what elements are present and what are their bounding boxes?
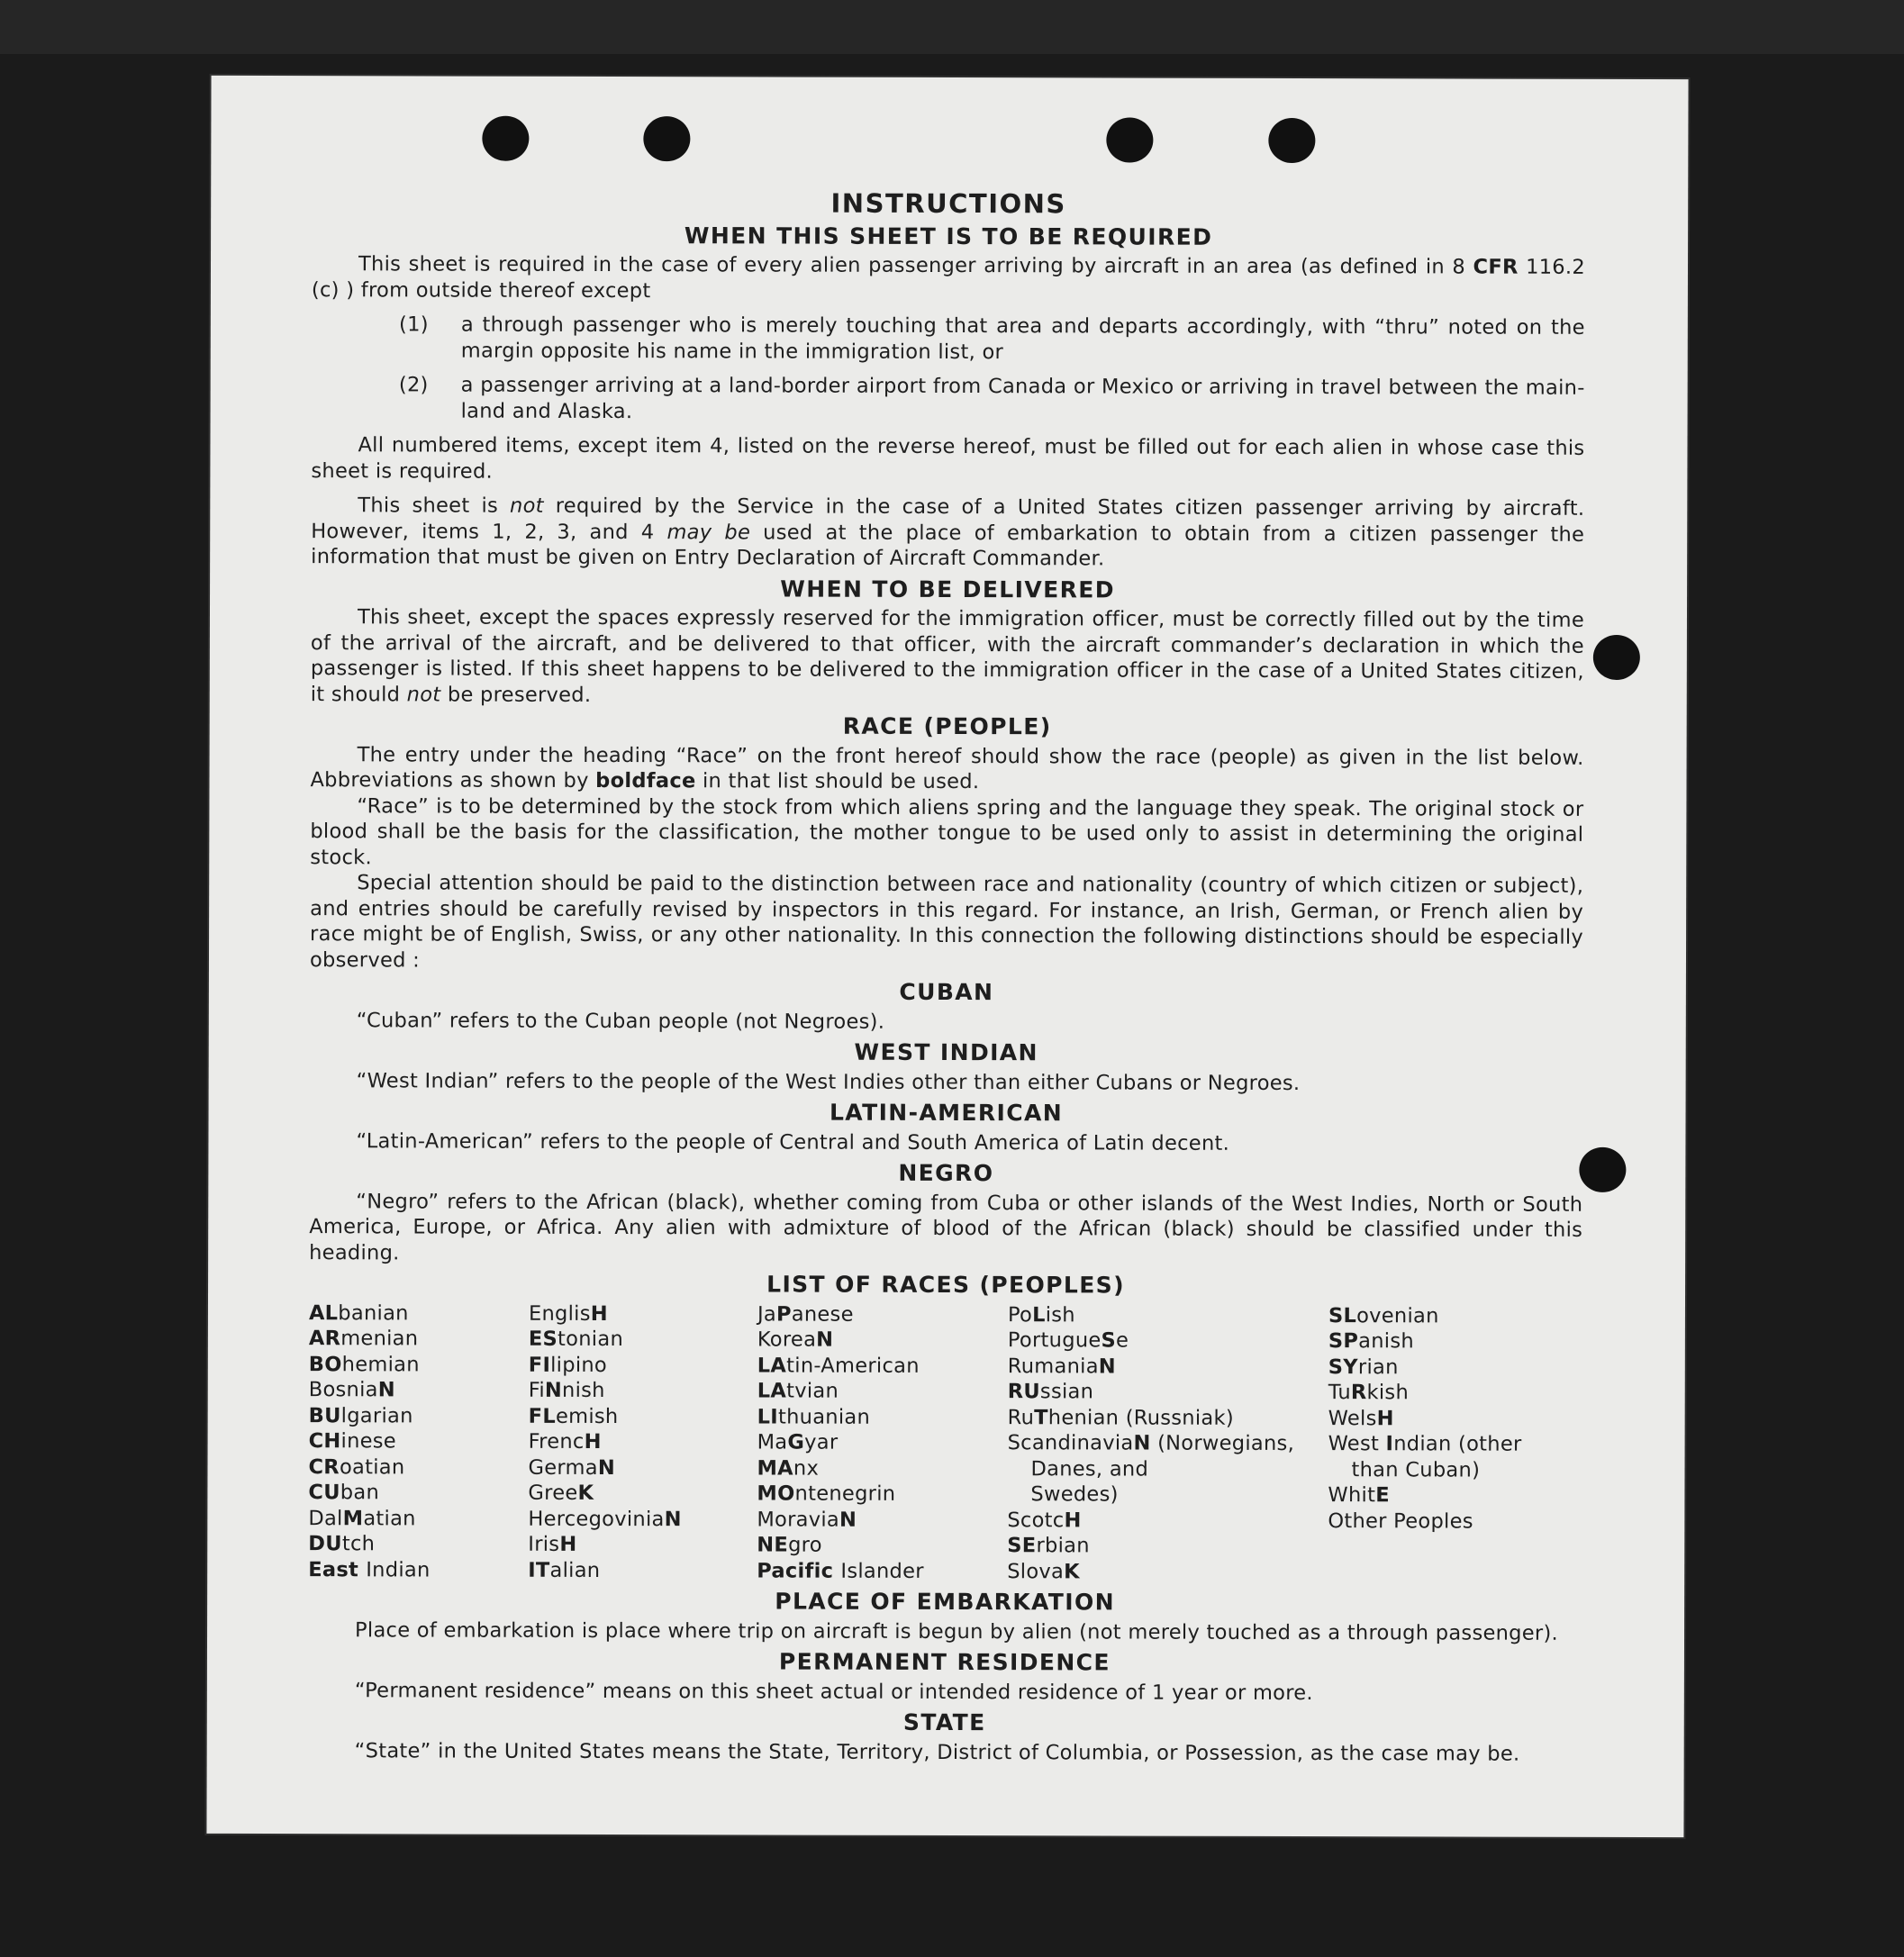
race-abbreviation: H: [1064, 1508, 1082, 1532]
race-entry: [1328, 1482, 1580, 1509]
text-run: 116.2 (c) ) from outside thereof except: [311, 255, 1586, 303]
instructions-content: [308, 189, 1586, 1767]
race-entry: [757, 1532, 1007, 1558]
race-abbreviation: K: [1064, 1559, 1080, 1583]
race-column: [308, 1300, 529, 1583]
race-text: Tu: [1328, 1381, 1351, 1405]
race-entry: [1007, 1559, 1328, 1585]
section-heading-negro: NEGRO: [898, 1159, 994, 1187]
race-entry: [309, 1352, 529, 1378]
residence-paragraph: “Permanent residence” means on this sheet actual or intended residence of 1 year or more.: [354, 1678, 1313, 1705]
race-text: anese: [791, 1302, 854, 1327]
race-abbreviation: H: [590, 1301, 608, 1326]
race-abbreviation: East: [308, 1557, 367, 1581]
race-abbreviation: T: [1034, 1405, 1048, 1429]
exception-text: a passenger arriving at a land-border airport from Canada or Mexico or arriving in travel between the main-land and Alaska.: [460, 373, 1585, 423]
race-entry: [757, 1429, 1008, 1455]
section-heading-list-of-races: LIST OF RACES (PEOPLES): [766, 1271, 1125, 1299]
race-text: gro: [788, 1533, 822, 1557]
race-entry: [1008, 1302, 1328, 1328]
section-heading-latin-american: LATIN-AMERICAN: [829, 1099, 1064, 1127]
race-column: [528, 1300, 757, 1583]
race-entry: [529, 1429, 757, 1455]
race-text: Scotc: [1007, 1508, 1065, 1532]
race-text: thuanian: [777, 1405, 871, 1429]
race-abbreviation: H: [584, 1429, 602, 1454]
race-entry: [1328, 1354, 1581, 1381]
race-text: rian: [1357, 1354, 1399, 1379]
embarkation-paragraph: Place of embarkation is place where trip on aircraft is begun by alien (not merely touched as a through passenger).: [355, 1617, 1559, 1645]
race-abbreviation: CH: [308, 1429, 341, 1454]
text-run: in that list should be used.: [695, 769, 980, 794]
punch-hole-icon: [643, 116, 690, 161]
race-text: Scandinavia: [1007, 1431, 1134, 1455]
race-abbreviation: BU: [308, 1403, 341, 1427]
race-abbreviation: N: [1098, 1354, 1116, 1378]
numbered-items-paragraph: All numbered items, except item 4, listed on the reverse hereof, must be filled out for each alien in whose case this sheet is required.: [311, 433, 1585, 484]
race-abbreviation: AL: [308, 1300, 339, 1325]
race-entry: [529, 1327, 757, 1353]
race-entry: [1008, 1327, 1328, 1354]
race-abbreviation: ES: [528, 1327, 558, 1351]
race-entry: [528, 1506, 757, 1532]
race-text: Iris: [528, 1532, 560, 1556]
race-entry: [757, 1507, 1007, 1533]
text-run: used at the place of embarkation to obtain from a citizen passenger the information that must be given on Entry Declaration of Aircraft Commander.: [311, 520, 1585, 571]
race-text: rbian: [1036, 1534, 1090, 1558]
race-abbreviation: LI: [757, 1404, 779, 1429]
text-run-italic: may be: [666, 520, 751, 544]
text-run-bold: CFR: [1473, 255, 1519, 279]
document-sheet: [206, 76, 1688, 1837]
race-text: Islander: [840, 1559, 924, 1583]
race-list: [308, 1300, 1582, 1586]
race-text: Dal: [308, 1506, 343, 1530]
race-entry: [308, 1454, 528, 1481]
race-text: Moravia: [757, 1507, 840, 1532]
race-text: anish: [1358, 1329, 1415, 1354]
race-text: ssian: [1039, 1380, 1094, 1404]
race-abbreviation: N: [377, 1378, 395, 1402]
race-text: henian (Russniak): [1047, 1405, 1234, 1430]
race-column: [757, 1301, 1008, 1584]
text-run-bold: boldface: [595, 768, 696, 793]
race-entry: [528, 1481, 757, 1507]
race-entry: [1007, 1456, 1328, 1482]
race-entry: [529, 1352, 757, 1378]
scan-border: [0, 0, 1904, 54]
race-text: Bosnia: [308, 1378, 378, 1402]
race-entry: [1007, 1533, 1328, 1559]
race-abbreviation: E: [1375, 1483, 1390, 1508]
text-run: This sheet is: [358, 494, 511, 518]
race-entry: [309, 1403, 529, 1429]
race-paragraph: [310, 742, 1583, 797]
race-entry: [1328, 1431, 1581, 1457]
race-abbreviation: H: [1376, 1406, 1394, 1430]
cuban-paragraph: “Cuban” refers to the Cuban people (not Negroes).: [356, 1008, 885, 1034]
race-abbreviation: IT: [528, 1558, 550, 1582]
latin-american-paragraph: “Latin-American” refers to the people of Central and South America of Latin decent.: [356, 1128, 1230, 1155]
race-abbreviation: SY: [1328, 1354, 1358, 1379]
section-heading-west-indian: WEST INDIAN: [854, 1038, 1038, 1066]
race-entry: [757, 1353, 1008, 1379]
punch-hole-icon: [1268, 118, 1315, 163]
race-text: ban: [340, 1481, 380, 1505]
text-run: This sheet, except the spaces expressly reserved for the immigration officer, must be correctly filled out by the time of the arrival of the aircraft, and be delivered to that officer, with the aircraft commander’s declaration in which the passenger is listed. If this sheet happens to be delivered to the immigration officer in the case of a United States citizen, it should: [310, 605, 1585, 706]
race-entry: [308, 1506, 528, 1532]
race-abbreviation: SP: [1328, 1329, 1359, 1354]
exception-text: a through passenger who is merely touching that area and departs accordingly, with “thru” noted on the margin opposite his name in the immigration list, or: [460, 313, 1585, 364]
race-text: ndian (other: [1393, 1432, 1522, 1456]
section-heading-embarkation: PLACE OF EMBARKATION: [775, 1588, 1116, 1616]
race-abbreviation: SL: [1328, 1303, 1357, 1327]
race-text: oatian: [339, 1454, 405, 1479]
punch-hole-icon: [1106, 117, 1153, 162]
text-run: The entry under the heading “Race” on the front hereof should show the race (people) as given in the list below. Abbreviations as shown by: [310, 742, 1584, 793]
race-entry: [528, 1532, 757, 1558]
race-entry: [309, 1428, 529, 1454]
race-text: kish: [1366, 1381, 1410, 1405]
text-run: required by the Service in the case of a United States citizen passenger arriving by aircraft. However, items 1, 2, 3, and 4: [311, 494, 1585, 544]
race-text: Indian: [366, 1557, 431, 1581]
race-entry: [1328, 1406, 1581, 1432]
race-abbreviation: SE: [1007, 1534, 1037, 1558]
race-text: West: [1328, 1432, 1386, 1456]
race-text: tonian: [558, 1327, 624, 1352]
race-abbreviation: MO: [757, 1481, 795, 1506]
race-entry: [757, 1404, 1008, 1430]
race-text: Ja: [757, 1301, 777, 1327]
delivered-paragraph: [311, 604, 1584, 711]
race-text: Hercegovinia: [528, 1507, 665, 1531]
page-title: INSTRUCTIONS: [830, 187, 1066, 220]
race-entry: [757, 1327, 1008, 1353]
race-entry: [757, 1558, 1007, 1584]
punch-hole-icon: [1579, 1147, 1626, 1192]
exception-number: (2): [398, 373, 429, 397]
race-text: tvian: [786, 1379, 839, 1403]
race-abbreviation: R: [1350, 1381, 1367, 1405]
race-abbreviation: BO: [308, 1352, 342, 1376]
negro-paragraph: “Negro” refers to the African (black), whether coming from Cuba or other islands of the West Indies, North or South America, Europe, or Africa. Any alien with admixture of blood of the African (black) should be classified under this heading.: [309, 1189, 1583, 1264]
race-text: Portugue: [1007, 1328, 1102, 1353]
race-text: Whit: [1328, 1483, 1376, 1508]
race-abbreviation: FL: [528, 1404, 557, 1428]
race-entry: [757, 1455, 1007, 1481]
race-text: tin-American: [786, 1354, 920, 1378]
race-entry: [757, 1481, 1007, 1507]
race-abbreviation: Pacific: [757, 1558, 841, 1583]
race-text: than Cuban): [1351, 1457, 1481, 1482]
exception-item: [312, 372, 1585, 427]
race-text: inese: [340, 1429, 396, 1454]
race-entry: [309, 1377, 529, 1403]
race-abbreviation: G: [787, 1430, 805, 1454]
race-abbreviation: N: [597, 1455, 616, 1480]
race-entry: [529, 1300, 757, 1327]
race-entry: [309, 1300, 529, 1327]
race-abbreviation: K: [577, 1481, 594, 1505]
race-entry: [1007, 1481, 1328, 1508]
west-indian-paragraph: “West Indian” refers to the people of the West Indies other than either Cubans or Negroes.: [356, 1068, 1301, 1095]
text-run-italic: not: [509, 494, 544, 518]
race-text: nx: [793, 1456, 820, 1481]
race-abbreviation: AR: [308, 1327, 341, 1351]
race-abbreviation: CU: [308, 1481, 340, 1505]
text-run: be preserved.: [440, 683, 592, 707]
race-text: lipino: [550, 1353, 608, 1377]
race-abbreviation: H: [559, 1532, 577, 1556]
section-heading-race: RACE (PEOPLE): [842, 712, 1052, 740]
race-text: ish: [1045, 1302, 1075, 1327]
race-text: menian: [340, 1327, 419, 1351]
state-paragraph: “State” in the United States means the State, Territory, District of Columbia, or Possession, as the case may be.: [354, 1738, 1520, 1766]
race-abbreviation: I: [1385, 1432, 1394, 1456]
race-abbreviation: N: [544, 1378, 563, 1402]
race-text: Englis: [528, 1301, 591, 1326]
race-text: banian: [338, 1300, 409, 1325]
race-text: Other Peoples: [1328, 1509, 1473, 1534]
race-entry: [308, 1557, 528, 1583]
race-text: Swedes): [1030, 1482, 1119, 1507]
punch-hole-icon: [1593, 635, 1640, 680]
race-text: Po: [1007, 1302, 1033, 1327]
race-abbreviation: CR: [308, 1454, 340, 1479]
required-paragraph: [312, 251, 1585, 306]
race-text: Rumania: [1007, 1354, 1099, 1378]
race-abbreviation: NE: [757, 1533, 789, 1557]
race-entry: [1007, 1508, 1328, 1534]
race-entry: [1328, 1303, 1581, 1329]
race-abbreviation: P: [775, 1302, 792, 1327]
race-text: Slova: [1007, 1559, 1065, 1583]
race-text: emish: [555, 1404, 619, 1428]
race-abbreviation: RU: [1007, 1380, 1040, 1404]
race-entry: [1328, 1509, 1580, 1535]
race-text: atian: [363, 1506, 416, 1530]
race-entry: [528, 1454, 757, 1481]
race-text: lgarian: [340, 1403, 413, 1427]
race-abbreviation: N: [839, 1508, 857, 1532]
race-abbreviation: M: [342, 1506, 364, 1530]
race-abbreviation: MA: [757, 1455, 793, 1481]
race-paragraph: Special attention should be paid to the distinction between race and nationality (country of which citizen or subject), and entries should be carefully revised by inspectors in this regard. For instance, an Irish, German, or French alien by race might be of English, Swiss, or any other nationality. In this connection the following distinctions should be especially observed :: [309, 871, 1584, 972]
race-text: yar: [804, 1430, 839, 1454]
race-text: alian: [549, 1558, 601, 1582]
race-entry: [529, 1378, 757, 1404]
race-text: Germa: [528, 1455, 598, 1480]
section-heading-residence: PERMANENT RESIDENCE: [778, 1648, 1111, 1676]
race-entry: [1008, 1430, 1328, 1456]
race-text: (Norwegians,: [1150, 1431, 1295, 1456]
punch-hole-icon: [482, 116, 529, 161]
race-text: nish: [561, 1378, 605, 1403]
race-abbreviation: LA: [757, 1379, 787, 1403]
race-text: ntenegrin: [794, 1481, 896, 1506]
race-entry: [1328, 1380, 1581, 1406]
section-heading-cuban: CUBAN: [899, 978, 994, 1006]
text-run: This sheet is required in the case of every alien passenger arriving by aircraft in an area (as defined in 8: [358, 252, 1473, 279]
exception-item: [312, 312, 1585, 367]
race-text: tch: [341, 1532, 376, 1556]
race-abbreviation: FI: [528, 1353, 551, 1377]
race-entry: [1328, 1457, 1580, 1483]
exception-number: (1): [399, 313, 429, 337]
section-heading-state: STATE: [902, 1708, 986, 1736]
race-text: ovenian: [1356, 1303, 1439, 1327]
race-paragraph: “Race” is to be determined by the stock from which aliens spring and the language they speak. The original stock or blood shall be the basis for the classification, the mother tongue to be used only to assist in determining the original stock.: [310, 793, 1584, 869]
race-entry: [529, 1403, 757, 1429]
race-entry: [308, 1480, 528, 1506]
race-abbreviation: N: [664, 1507, 682, 1531]
race-abbreviation: N: [1133, 1431, 1151, 1455]
section-heading-delivered: WHEN TO BE DELIVERED: [780, 575, 1115, 603]
race-abbreviation: L: [1032, 1302, 1046, 1327]
text-run-italic: not: [406, 682, 441, 707]
race-abbreviation: N: [816, 1327, 834, 1352]
race-entry: [309, 1326, 529, 1352]
race-entry: [1328, 1328, 1581, 1354]
race-text: Danes, and: [1030, 1456, 1149, 1481]
race-text: Ma: [757, 1430, 788, 1454]
race-entry: [1008, 1354, 1328, 1380]
section-heading-required: WHEN THIS SHEET IS TO BE REQUIRED: [684, 222, 1213, 250]
race-text: Korea: [757, 1327, 817, 1352]
race-entry: [1008, 1405, 1328, 1431]
race-entry: [528, 1557, 757, 1583]
race-text: Ru: [1007, 1405, 1035, 1429]
race-text: Gree: [528, 1481, 578, 1505]
race-text: hemian: [341, 1352, 420, 1376]
race-text: e: [1116, 1328, 1129, 1353]
race-text: Fi: [528, 1378, 545, 1402]
race-entry: [757, 1301, 1008, 1327]
race-abbreviation: LA: [757, 1353, 787, 1378]
race-text: Wels: [1328, 1406, 1377, 1430]
race-column: [1007, 1302, 1328, 1585]
race-entry: [1008, 1379, 1328, 1405]
race-abbreviation: S: [1101, 1328, 1117, 1353]
race-entry: [308, 1531, 528, 1557]
race-entry: [757, 1378, 1008, 1404]
race-text: Frenc: [528, 1429, 585, 1454]
race-abbreviation: DU: [308, 1532, 342, 1556]
citizen-paragraph: [311, 493, 1584, 573]
race-column: [1328, 1303, 1581, 1586]
